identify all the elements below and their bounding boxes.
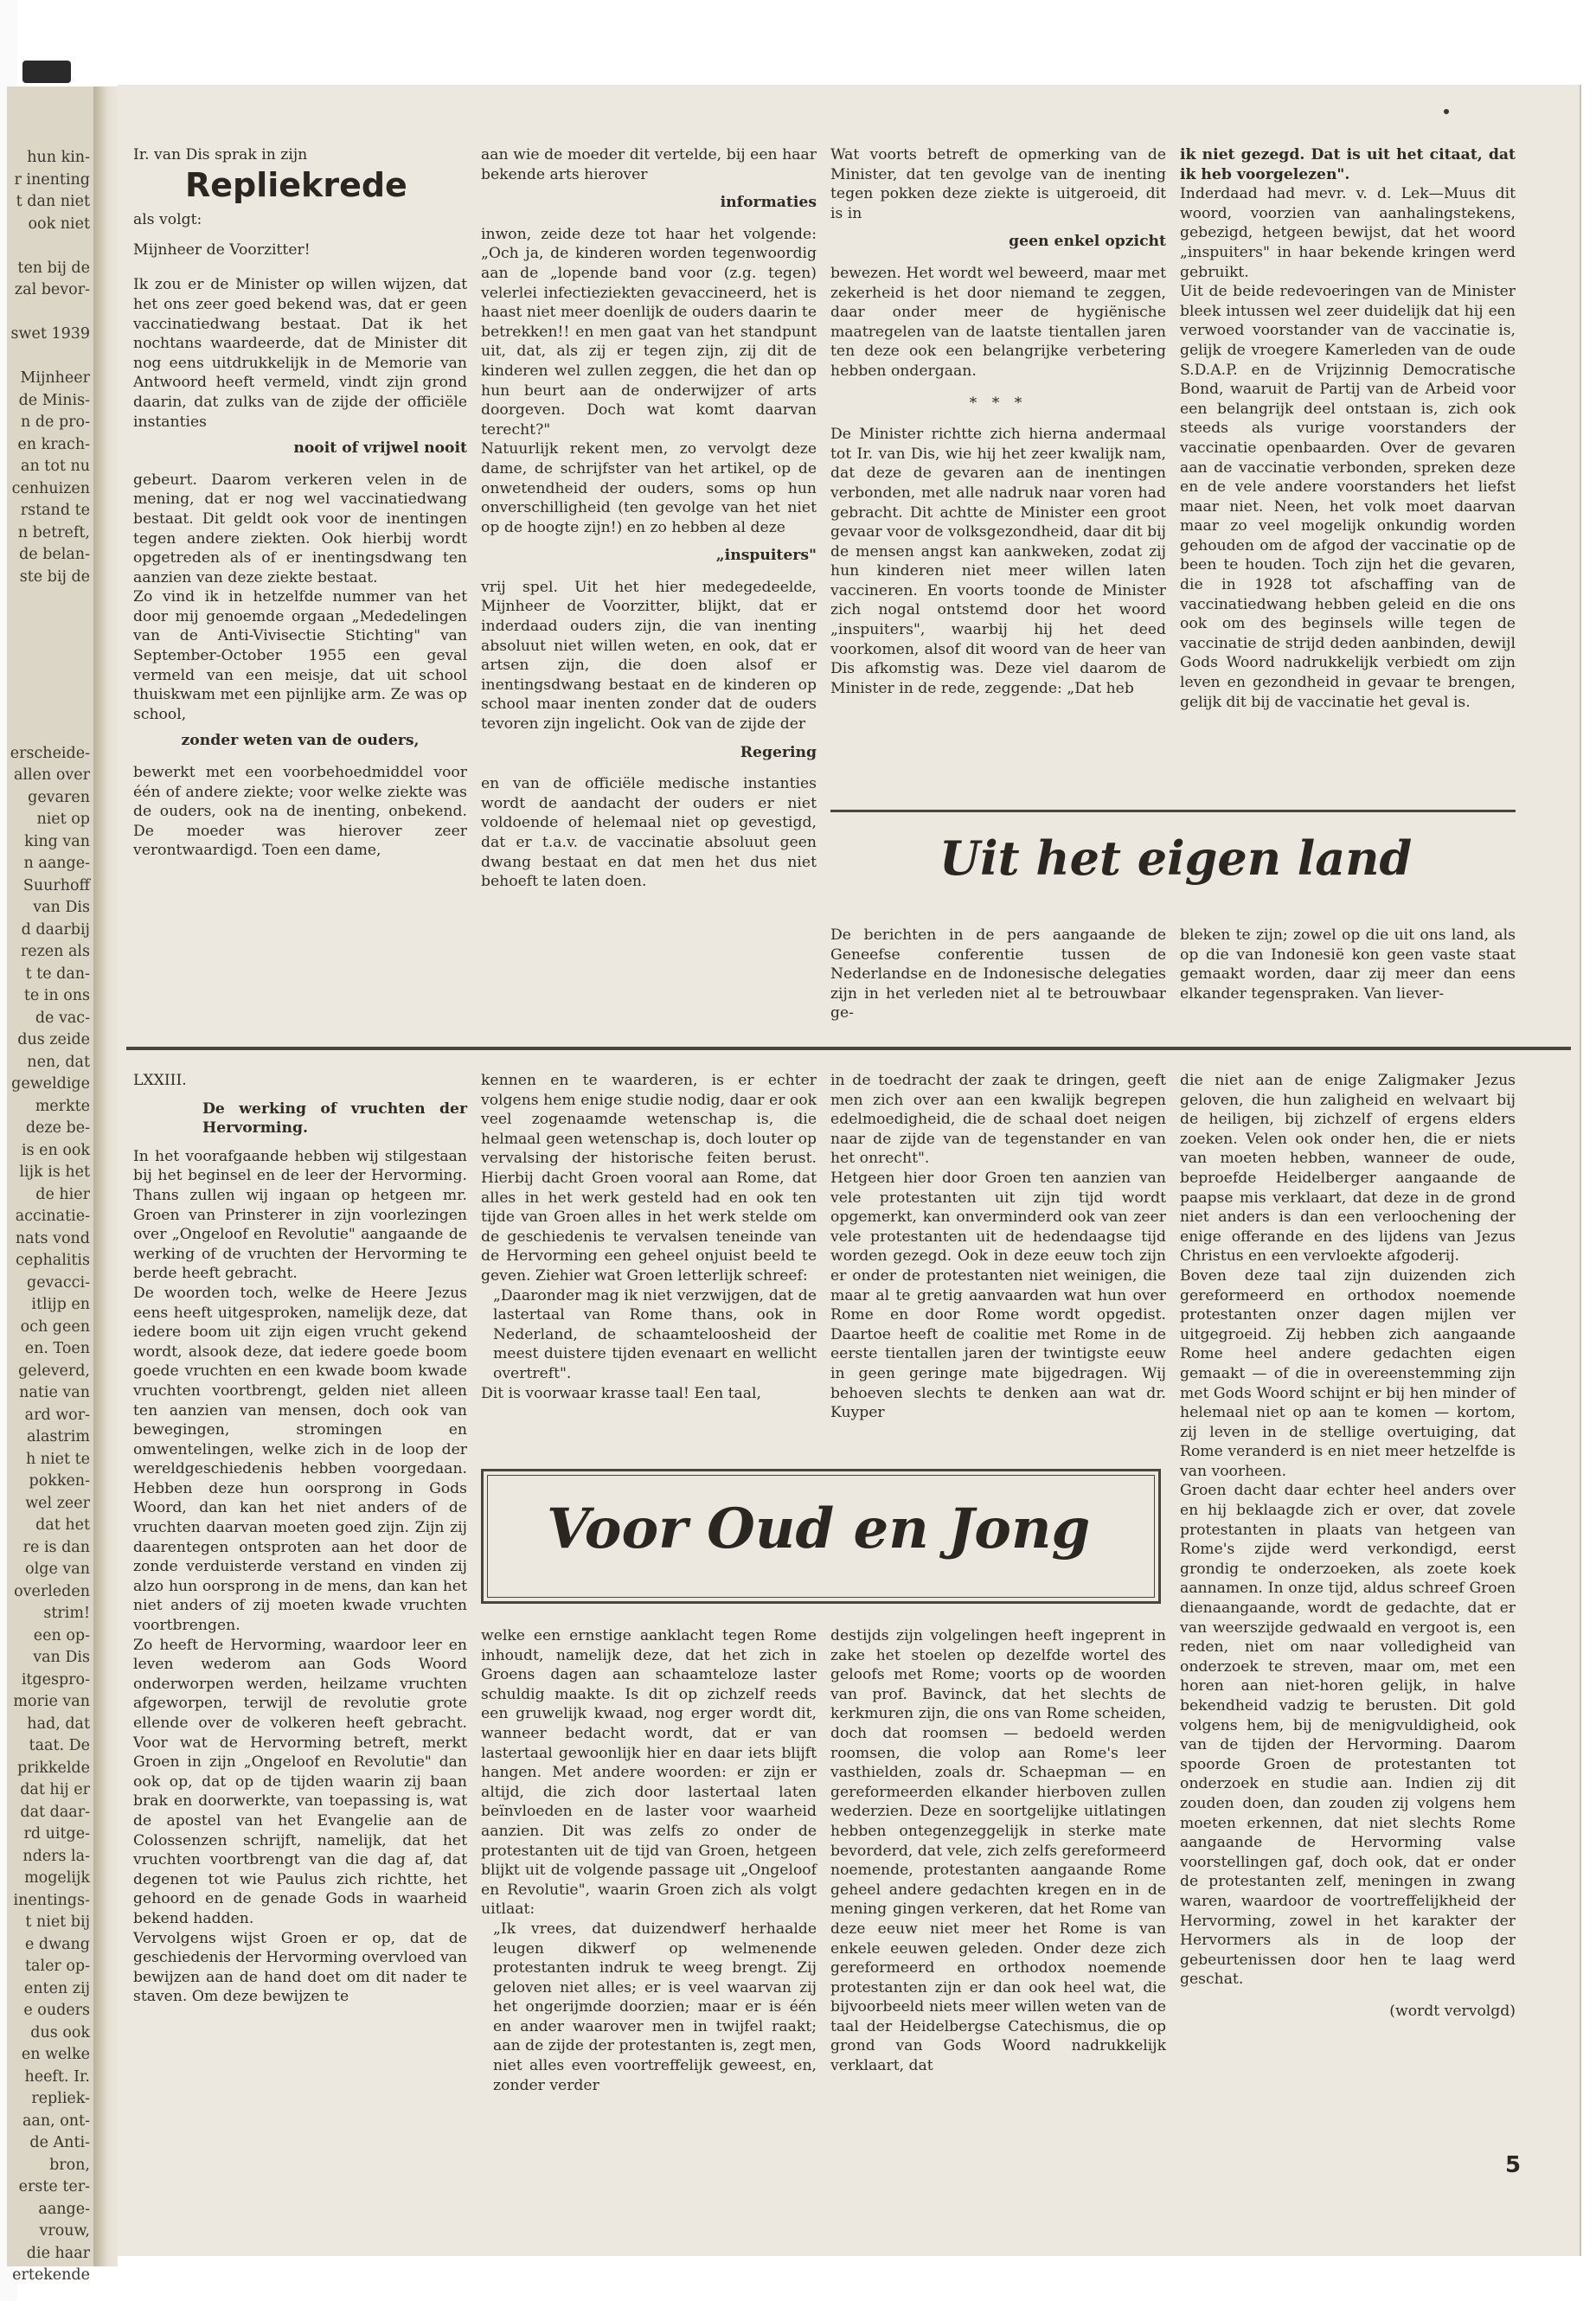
margin-fragment-line: e ouders bbox=[23, 2002, 90, 2019]
page-divider bbox=[126, 1047, 1571, 1050]
margin-fragment-line: n de pro- bbox=[21, 413, 90, 431]
subheading: zonder weten van de ouders, bbox=[181, 732, 420, 750]
margin-fragment-line: strim! bbox=[43, 1605, 90, 1622]
paragraph: gebeurt. Daarom verkeren velen in de mening, dat er nog wel vaccinatiedwang bestaat. Dit geldt ook voor de inentingen tegen andere ziekten. Ook hierbij wordt opgetreden als of er inentingsdwang ten aanzien van deze ziekte bestaat. bbox=[133, 471, 467, 586]
margin-fragment-line bbox=[8, 721, 90, 743]
margin-fragment-line: lijk is het bbox=[19, 1163, 90, 1181]
paragraph: aan wie de moeder dit vertelde, bij een haar bekende arts hierover bbox=[481, 146, 817, 183]
margin-fragment-line bbox=[8, 235, 90, 258]
subheading: nooit of vrijwel nooit bbox=[293, 439, 467, 458]
intro-line: Ir. van Dis sprak in zijn bbox=[133, 146, 308, 163]
margin-fragment-line: deze be- bbox=[25, 1119, 90, 1137]
paragraph: Zo heeft de Hervorming, waardoor leer en leven wederom aan Gods Woord onderworpen werden, heilzame vruchten afgeworpen, terwijl de revolutie grote ellende over de volkeren heeft gebracht. Voor wat de Hervorming betreft, merkt Groen in zijn „Ongeloof en Revolutie" dan ook op, dat op de tijden waarin zij baan brak en doorwerkte, van toepassing is, wat de apostel van het Evangelie aan de Colossenzen schrijft, namelijk, dat het vruchten voortbrengt van die dag af, dat degenen tot wie Paulus zich richtte, het gehoord en de genade Gods in waarheid bekend hadden. bbox=[133, 1636, 467, 1927]
margin-fragment-line: nats vond bbox=[15, 1229, 90, 1247]
paragraph: kennen en te waarderen, is er echter volgens hem enige studie nodig, daar er ook veel zogenaamde wetenschap is, die helmaal geen wetenschap is, doch louter op vervalsing der historische feiten berust. Hierbij dacht Groen vooral aan Rome, dat alles in het werk gesteld had en ook ten tijde van Groen alles in het werk stelde om de geschiedenis te vervalsen teneinde van de Hervorming een geheel onjuist beeld te geven. Ziehier wat Groen letterlijk schreef: bbox=[481, 1072, 817, 1285]
margin-fragment-line: t te dan- bbox=[25, 965, 90, 983]
margin-fragment-line: dus ook bbox=[30, 2023, 90, 2041]
margin-fragment-line: vrouw, bbox=[39, 2222, 90, 2240]
paragraph: De Minister richtte zich hierna andermaal tot Ir. van Dis, wie hij het zeer kwalijk nam, dat deze de gevaren aan de inentingen verbonden, met alle nadruk naar voren had gebracht. Dit achtte de Minister een groot gevaar voor de volksgezondheid, daar dit bij de mensen angst kan aankweken, zodat zij hun kinderen niet meer willen laten vaccineren. En voorts toonde de Minister zich nogal ontstemd door het woord „inspuiters", waarbij hij het deed voorkomen, alsof dit woord van de heer van Dis afkomstig was. Deze viel daarom de Minister in de rede, zeggende: „Dat heb bbox=[830, 426, 1166, 697]
margin-fragment-line: van Dis bbox=[33, 899, 90, 916]
margin-fragment-line: morie van bbox=[13, 1693, 90, 1710]
subheading: Regering bbox=[740, 743, 817, 761]
margin-fragment-line: r inenting bbox=[14, 170, 90, 189]
voor-oud-en-jong-headline: Voor Oud en Jong bbox=[547, 1497, 1091, 1561]
page-fold-shadow bbox=[93, 87, 118, 2266]
margin-fragment-line: van Dis bbox=[33, 1649, 90, 1666]
page-number: 5 bbox=[1505, 2152, 1522, 2178]
margin-fragment-line: de Anti- bbox=[29, 2134, 90, 2151]
previous-page-edge bbox=[7, 87, 95, 2284]
margin-fragment-line: ste bij de bbox=[19, 567, 90, 586]
paragraph: In het voorafgaande hebben wij stilgestaan bij het beginsel en de leer der Hervorming. Thans zullen wij ingaan op hetgeen mr. Groen van Prinsterer in zijn voorlezingen over „Ongeloof en Revolutie" aangaande de werking of de vruchten der Hervorming te berde heeft gebracht. bbox=[133, 1147, 467, 1283]
margin-fragment-line: allen over bbox=[14, 766, 90, 784]
margin-fragment-line: rd uitge- bbox=[23, 1825, 90, 1843]
paragraph: en van de officiële medische instanties wordt de aandacht der ouders er niet voldoende of helemaal niet op gevestigd, dat er t.a.v. de vaccinatie absoluut geen dwang bestaat en dat men het dus niet behoeft te laten doen. bbox=[481, 775, 817, 891]
paragraph: ik niet gezegd. Dat is uit het citaat, dat ik heb voorgelezen". bbox=[1180, 146, 1516, 183]
subheading: „inspuiters" bbox=[715, 547, 817, 565]
top-column-2 bbox=[481, 145, 817, 892]
margin-fragment-line: nders la- bbox=[22, 1847, 90, 1865]
margin-fragment-line: niet op bbox=[36, 811, 90, 828]
margin-fragment-line bbox=[8, 611, 90, 633]
margin-fragment-line: n aange- bbox=[23, 855, 90, 872]
margin-fragment-line bbox=[8, 632, 90, 655]
margin-fragment-line: de Minis- bbox=[18, 391, 90, 409]
margin-fragment-line bbox=[8, 676, 90, 699]
quotation: „Daaronder mag ik niet verzwijgen, dat de lastertaal van Rome thans, ook in Nederland, de schaamteloosheid der meest duistere tijden evenaart en wellicht overtreft". bbox=[493, 1286, 817, 1382]
paragraph: Zo vind ik in hetzelfde nummer van het door mij genoemde orgaan „Mededelingen van de Anti-Vivisectie Stichting" van September-October 1955 een geval vermeld van een meisje, dat uit school thuiskwam met een pijnlijke arm. Ze was op school, bbox=[133, 588, 467, 723]
paragraph: Ik zou er de Minister op willen wijzen, dat het ons zeer goed bekend was, dat er geen vaccinatiedwang bestaat. Dat ik het nochtans waardeerde, dat de Minister dit nog eens uitdrukkelijk in de Memorie van Antwoord heeft vermeld, vindt zijn grond daarin, dat zulks van de zijde der officiële instanties bbox=[133, 276, 467, 431]
paragraph: Wat voorts betreft de opmerking van de Minister, dat ten gevolge van de inenting tegen pokken deze ziekte is uitgeroeid, dit is in bbox=[830, 146, 1166, 222]
margin-fragment-line: cephalitis bbox=[16, 1252, 90, 1269]
paragraph: Natuurlijk rekent men, zo vervolgt deze dame, de schrijfster van het artikel, op de onwetendheid der ouders, soms op hun onverschilligheid (ten gevolge van het niet op de hoogte zijn!) en zo hebben al deze bbox=[481, 440, 817, 536]
margin-fragment-line: t dan niet bbox=[16, 193, 90, 210]
margin-fragment-line: prikkelde bbox=[17, 1759, 90, 1777]
margin-fragment-line: re is dan bbox=[22, 1538, 90, 1556]
margin-fragment-line: en krach- bbox=[17, 435, 90, 453]
margin-fragment-line: bron, bbox=[49, 2156, 90, 2174]
after-headline: als volgt: bbox=[133, 211, 202, 229]
newspaper-page bbox=[118, 85, 1580, 2256]
margin-fragment-line bbox=[8, 655, 90, 677]
margin-fragment-line: an tot nu bbox=[21, 458, 90, 475]
paragraph: De berichten in de pers aangaande de Geneefse conferentie tussen de Nederlandse en de Indonesische delegaties zijn in het verleden niet al te betrouwbaar ge- bbox=[830, 926, 1166, 1022]
margin-fragment-line: en welke bbox=[21, 2046, 90, 2063]
margin-fragment-line: inentings- bbox=[13, 1891, 90, 1909]
margin-fragment-line: Mijnheer bbox=[20, 369, 90, 387]
paragraph: bewerkt met een voorbehoedmiddel voor één of andere ziekte; voor welke ziekte was de ouders, ook na de inenting, onbekend. De moeder was hierover zeer verontwaardigd. Toen een dame, bbox=[133, 764, 467, 860]
article-number: LXXIII. bbox=[133, 1072, 187, 1089]
margin-fragment-line: h niet te bbox=[25, 1450, 90, 1468]
margin-fragment-line: itlijp en bbox=[31, 1296, 90, 1313]
margin-fragment-line: merkte bbox=[35, 1097, 90, 1115]
margin-fragment-line: ook niet bbox=[28, 215, 90, 233]
margin-fragment-line: olge van bbox=[25, 1561, 90, 1578]
margin-fragment-line: t niet bij bbox=[25, 1913, 90, 1931]
bottom-column-1 bbox=[133, 1071, 467, 2007]
paragraph: vrij spel. Uit het hier medegedeelde, Mijnheer de Voorzitter, blijkt, dat er inderdaad ouders zijn, die van inenting absoluut niet willen weten, en ook, dat er artsen zijn, die doen alsof er inentingsdwang bestaat en de kinderen op school maar inenten zonder dat de ouders tevoren zijn ingelicht. Ook van de zijde der bbox=[481, 578, 817, 734]
eigen-land-left bbox=[830, 926, 1166, 1023]
paragraph: bewezen. Het wordt wel beweerd, maar met zekerheid is het door niemand te zeggen, daar onder meer de hygiënische maatregelen van de laatste tientallen jaren ten deze ook een belangrijke verbetering hebben ondergaan. bbox=[830, 264, 1166, 380]
margin-fragment-line: taler op- bbox=[25, 1958, 90, 1975]
margin-fragment-line: hun kin- bbox=[27, 149, 90, 166]
margin-fragment-line: dat hij er bbox=[20, 1781, 90, 1798]
margin-fragment-line: rstand te bbox=[20, 502, 90, 519]
paragraph: Hetgeen hier door Groen ten aanzien van vele protestanten uit zijn tijd wordt opgemerkt, kan onverminderd ook van zeer vele protestanten uit de hedendaagse tijd worden gezegd. Ook in deze eeuw toch zijn er onder de protestanten niet weinigen, die maar al te gretig aanvaarden wat hun over Rome en door Rome wordt opgedist. Daartoe heeft de coalitie met Rome in de eerste tientallen jaren der twintigste eeuw in geen geringe mate bijgedragen. Wij behoeven slechts te denken aan wat dr. Kuyper bbox=[830, 1169, 1166, 1422]
to-be-continued: (wordt vervolgd) bbox=[1389, 2002, 1516, 2020]
margin-fragment-line: de belan- bbox=[19, 546, 90, 563]
margin-fragment-line: enten zij bbox=[23, 1979, 90, 1997]
margin-fragment-line: aange- bbox=[38, 2200, 90, 2218]
bottom-column-3-upper bbox=[830, 1071, 1166, 1423]
margin-fragment-line: heeft. Ir. bbox=[24, 2067, 90, 2086]
margin-fragment-line: mogelijk bbox=[24, 1869, 90, 1887]
margin-fragment-line: e dwang bbox=[24, 1935, 90, 1953]
margin-fragment-line: ertekende bbox=[12, 2266, 90, 2284]
paragraph: Vervolgens wijst Groen er op, dat de geschiedenis der Hervorming overvloed van bewijzen aan de hand doet om dit nader te staven. Om deze bewijzen te bbox=[133, 1929, 467, 2006]
paragraph: die niet aan de enige Zaligmaker Jezus geloven, die hun zaligheid en welvaart bij de heiligen, bij zichzelf of ergens elders zoeken. Velen ook onder hen, die er niets van moeten hebben, wanneer de oude, beproefde Heidelberger aangaande de paapse mis verklaart, dat deze in de grond niet anders is dan een verloochening der enige offerande en des lijdens van Jezus Christus en een vervloekte afgoderij. bbox=[1180, 1072, 1516, 1266]
bottom-column-3-lower bbox=[830, 1626, 1166, 2076]
section-rule bbox=[830, 810, 1516, 812]
margin-fragment-line: ten bij de bbox=[17, 259, 90, 277]
margin-fragment-line: geleverd, bbox=[18, 1362, 90, 1380]
margin-fragment-line: geweldige bbox=[11, 1075, 90, 1093]
margin-fragment-line: nen, dat bbox=[27, 1053, 90, 1071]
eigen-land-right bbox=[1180, 926, 1516, 1003]
speck bbox=[1444, 109, 1449, 114]
margin-fragment-line: pokken- bbox=[29, 1472, 90, 1490]
margin-fragment-line: een op- bbox=[33, 1626, 90, 1644]
margin-fragment-line: die haar bbox=[26, 2244, 90, 2262]
paragraph: Dit is voorwaar krasse taal! Een taal, bbox=[481, 1384, 761, 1402]
paragraph: welke een ernstige aanklacht tegen Rome inhoudt, namelijk deze, dat het zich in Groens dagen aan schaamteloze laster schuldig maakte. Is dit op zichzelf reeds een gruwelijk kwaad, nog erger wordt dit, wanneer bedacht wordt, dat er van lastertaal gewoonlijk hier en daar iets blijft hangen. Met andere woorden: er zijn er altijd, die zich door lastertaal laten beïnvloeden en de laster voor waarheid aanzien. Dit was zelfs zo onder de protestanten uit de tijd van Groen, hetgeen blijkt uit de volgende passage uit „Ongeloof en Revolutie", waarin Groen zich als volgt uitlaat: bbox=[481, 1627, 817, 1919]
margin-fragment-line: king van bbox=[24, 832, 90, 850]
top-column-3 bbox=[830, 145, 1166, 698]
margin-fragment-line: repliek- bbox=[31, 2090, 90, 2107]
bottom-column-4 bbox=[1180, 1071, 1516, 2022]
margin-fragment-line bbox=[8, 302, 90, 324]
margin-fragment-line: d daarbij bbox=[21, 920, 90, 939]
subheading: informaties bbox=[720, 194, 817, 212]
top-column-1 bbox=[133, 145, 467, 861]
margin-fragment-line: had, dat bbox=[27, 1715, 90, 1733]
article-title: De werking of vruchten der Hervorming. bbox=[202, 1099, 467, 1138]
margin-fragment-line: zal bevor- bbox=[14, 281, 90, 298]
margin-fragment-line: overleden bbox=[14, 1582, 90, 1600]
margin-fragment-line: erste ter- bbox=[18, 2178, 90, 2195]
paragraph: Inderdaad had mevr. v. d. Lek—Muus dit woord, voorzien van aanhalingstekens, gebezigd, hetgeen bewijst, dat het woord „inspuiters" in haar bekende kringen werd gebruikt. bbox=[1180, 185, 1516, 281]
margin-fragment-line: alastrim bbox=[26, 1428, 90, 1445]
margin-fragment-line: rezen als bbox=[20, 943, 90, 960]
paragraph: Groen dacht daar echter heel anders over en hij beklaagde zich er over, dat zovele protestanten in plaats van hetgeen van Rome's zijde werd verkondigd, eerst grondig te onderzoeken, als zoete koek aannamen. In onze tijd, aldus schreef Groen dienaangaande, wordt de gedachte, dat er van weerszijde gedwaald en vergoot is, een reden, niet om naar volledigheid van onderzoek te streven, maar om, met een horen aan niet-horen gelijk, in halve bekendheid vadzig te berusten. Dit gold volgens hem, bij de menigvuldigheid, ook van de tijden der Hervorming. Daarom spoorde Groen de protestanten tot onderzoek en studie aan. Indien zij dit zouden doen, dan zouden zij volgens hem moeten erkennen, dat niet slechts Rome aangaande de Hervorming valse voorstellingen gaf, doch ook, dat er onder de protestanten zelf, meningen in zwang waren, waardoor de voortreffelijkheid der Hervorming, zowel in het karakter der Hervormers als in de loop der gebeurtenissen door hen te laag werd geschat. bbox=[1180, 1482, 1516, 1989]
section-separator: * * * bbox=[969, 394, 1028, 412]
margin-fragment-line: aan, ont- bbox=[22, 2112, 90, 2130]
margin-fragment-line: is en ook bbox=[21, 1141, 90, 1159]
top-column-4 bbox=[1180, 145, 1516, 712]
margin-fragment-line: itgespro- bbox=[21, 1670, 90, 1689]
margin-fragment-line: accinatie- bbox=[15, 1208, 90, 1225]
margin-fragment-line: de hier bbox=[35, 1185, 90, 1203]
margin-fragment-line: swet 1939 bbox=[10, 325, 90, 343]
margin-fragment-line: n betreft, bbox=[17, 523, 90, 542]
margin-fragment-line: de vac- bbox=[35, 1009, 90, 1027]
margin-fragment-line: wel zeer bbox=[25, 1494, 90, 1512]
margin-fragment-line: en. Toen bbox=[24, 1340, 90, 1357]
margin-fragment-line: cenhuizen bbox=[11, 479, 90, 497]
margin-fragment-line: gevaren bbox=[28, 788, 90, 806]
margin-fragment-line: dat daar- bbox=[20, 1803, 90, 1821]
margin-fragment-line bbox=[8, 346, 90, 369]
paragraph: inwon, zeide deze tot haar het volgende: „Och ja, de kinderen worden tegenwoordig aan de „lopende band voor (z.g. tegen) velerlei infectieziekten gevaccineerd, het is haast niet meer doenlijk de ouders daarin te betrekken!! en men gaat van het standpunt uit, dat, als zij er tegen zijn, zij dit de kinderen wel zullen zeggen, die het dan op hun beurt aan de onderwijzer of arts doorgeven. Doch wat komt daarvan terecht?" bbox=[481, 225, 817, 439]
paragraph: Uit de beide redevoeringen van de Minister bleek intussen wel zeer duidelijk dat hij een verwoed voorstander van de vaccinatie is, gelijk de vroegere Kamerleden van de oude S.D.A.P. en de Vrijzinnig Democratische Bond, waaruit de Partij van de Arbeid voor een belangrijk deel ontstaan is, zich ook steeds als vurige voorstanders der vaccinatie openbaarden. Over de gevaren aan de vaccinatie verbonden, spreken deze en de vele andere voorstanders het liefst maar niet. Neen, het volk moet daarvan maar zo veel mogelijk onkundig worden gehouden om de afgod der vaccinatie op de been te houden. Toch zijn het die gevaren, die in 1928 tot afschaffing van de vaccinatiedwang hebben geleid en die ons ook om des beginsels wille tegen de vaccinatie de strijd deden aanbinden, dewijl Gods Woord nadrukkelijk verbiedt om zijn leven en gezondheid in gevaar te brengen, gelijk dit bij de vaccinatie het geval is. bbox=[1180, 283, 1516, 711]
margin-fragment-line: taat. De bbox=[29, 1737, 90, 1754]
margin-fragment-line: dat het bbox=[35, 1516, 90, 1534]
repliekrede-headline: Repliekrede bbox=[185, 165, 407, 204]
margin-fragment-line bbox=[8, 699, 90, 721]
paragraph: destijds zijn volgelingen heeft ingeprent in zake het stoelen op dezelfde wortel des geloofs met Rome; voorts op de woorden van prof. Bavinck, dat het slechts de kerkmuren zijn, die ons van Rome scheiden, doch dat roomsen — bedoeld werden roomsen, die volop aan Rome's leer vasthielden, zoals dr. Schaepman — en gereformeerden elkander hierboven zullen wederzien. Deze en soortgelijke uitlatingen hebben ontegenzeggelijk in sterke mate bevorderd, dat vele, zich zelfs gereformeerd noemende, protestanten aangaande Rome geheel andere gedachten kregen en in de mening gingen verkeren, dat het Rome van deze eeuw niet meer het Rome is van enkele eeuwen geleden. Onder deze zich gereformeerd en orthodox noemende protestanten zijn er dan ook heel wat, die bijvoorbeeld niets meer willen weten van de taal der Heidelbergse Catechismus, die op grond van Gods Woord nadrukkelijk verklaart, dat bbox=[830, 1627, 1166, 2075]
salutation: Mijnheer de Voorzitter! bbox=[133, 240, 311, 259]
bottom-column-2-upper bbox=[481, 1071, 817, 1403]
margin-fragment-line: gevacci- bbox=[27, 1273, 90, 1292]
paragraph: De woorden toch, welke de Heere Jezus eens heeft uitgesproken, namelijk deze, dat iedere boom uit zijn eigen vrucht gekend wordt, alsook deze, dat iedere goede boom goede vruchten en een kwade boom kwade vruchten voortbrengt, gelden niet alleen ten aanzien van mensen, doch ook van bewegingen, stromingen en omwentelingen, welke zich in de loop der wereldgeschiedenis hebben voorgedaan. Hebben deze hun oorsprong in Gods Woord, dan kan het niet anders of de vruchten daarvan moeten goed zijn. Zijn zij daarentegen ontsproten aan het door de zonde verduisterde verstand en vinden zij alzo hun oorsprong in de mens, dan kan het niet anders of zij moeten kwade vruchten voortbrengen. bbox=[133, 1284, 467, 1635]
binder-clip bbox=[22, 61, 71, 83]
paragraph: in de toedracht der zaak te dringen, geeft men zich over aan een kwalijk begrepen edelmoedigheid, die de schaal doet neigen naar de zijde van de tegenstander en van het onrecht". bbox=[830, 1072, 1166, 1168]
margin-fragment-line: dus zeide bbox=[17, 1031, 90, 1048]
margin-fragment-line: natie van bbox=[19, 1384, 90, 1401]
paragraph: Boven deze taal zijn duizenden zich gereformeerd en orthodox noemende protestanten onzer dagen mijlen ver uitgegroeid. Zij hebben zich aangaande Rome heel andere gedachten eigen gemaakt — of die in overeenstemming zijn met Gods Woord schijnt er bij hen minder of helemaal niet op aan te komen — kortom, zij leven in de stellige overtuiging, dat Rome veranderd is en niet meer hetzelfde is van voorheen. bbox=[1180, 1266, 1516, 1480]
paragraph: bleken te zijn; zowel op die uit ons land, als op die van Indonesië kon geen vaste staat gemaakt worden, daar zij meer dan eens elkander tegenspraken. Van liever- bbox=[1180, 926, 1516, 1003]
subheading: geen enkel opzicht bbox=[1009, 233, 1166, 251]
margin-fragment-line: Suurhoff bbox=[22, 876, 90, 894]
margin-fragment-line: ard wor- bbox=[24, 1406, 90, 1424]
quotation: „Ik vrees, dat duizendwerf herhaalde leugen dikwerf op welmenende protestanten indruk te weeg brengt. Zij geloven niet alles; er is veel waarvan zij het ongerijmde doorzien; maar er is één en ander waarover men in twijfel raakt; aan de zijde der protestanten is, zegt men, niet alles even voortreffelijk geweest, en, zonder verder bbox=[493, 1920, 817, 2094]
bottom-column-2-lower bbox=[481, 1626, 817, 2095]
margin-fragment-line: och geen bbox=[20, 1317, 90, 1336]
margin-fragment-line bbox=[8, 588, 90, 611]
eigen-land-headline: Uit het eigen land bbox=[939, 830, 1413, 886]
margin-text-fragments bbox=[8, 147, 90, 2287]
margin-fragment-line: te in ons bbox=[23, 987, 90, 1004]
margin-fragment-line: erscheide- bbox=[10, 744, 90, 762]
